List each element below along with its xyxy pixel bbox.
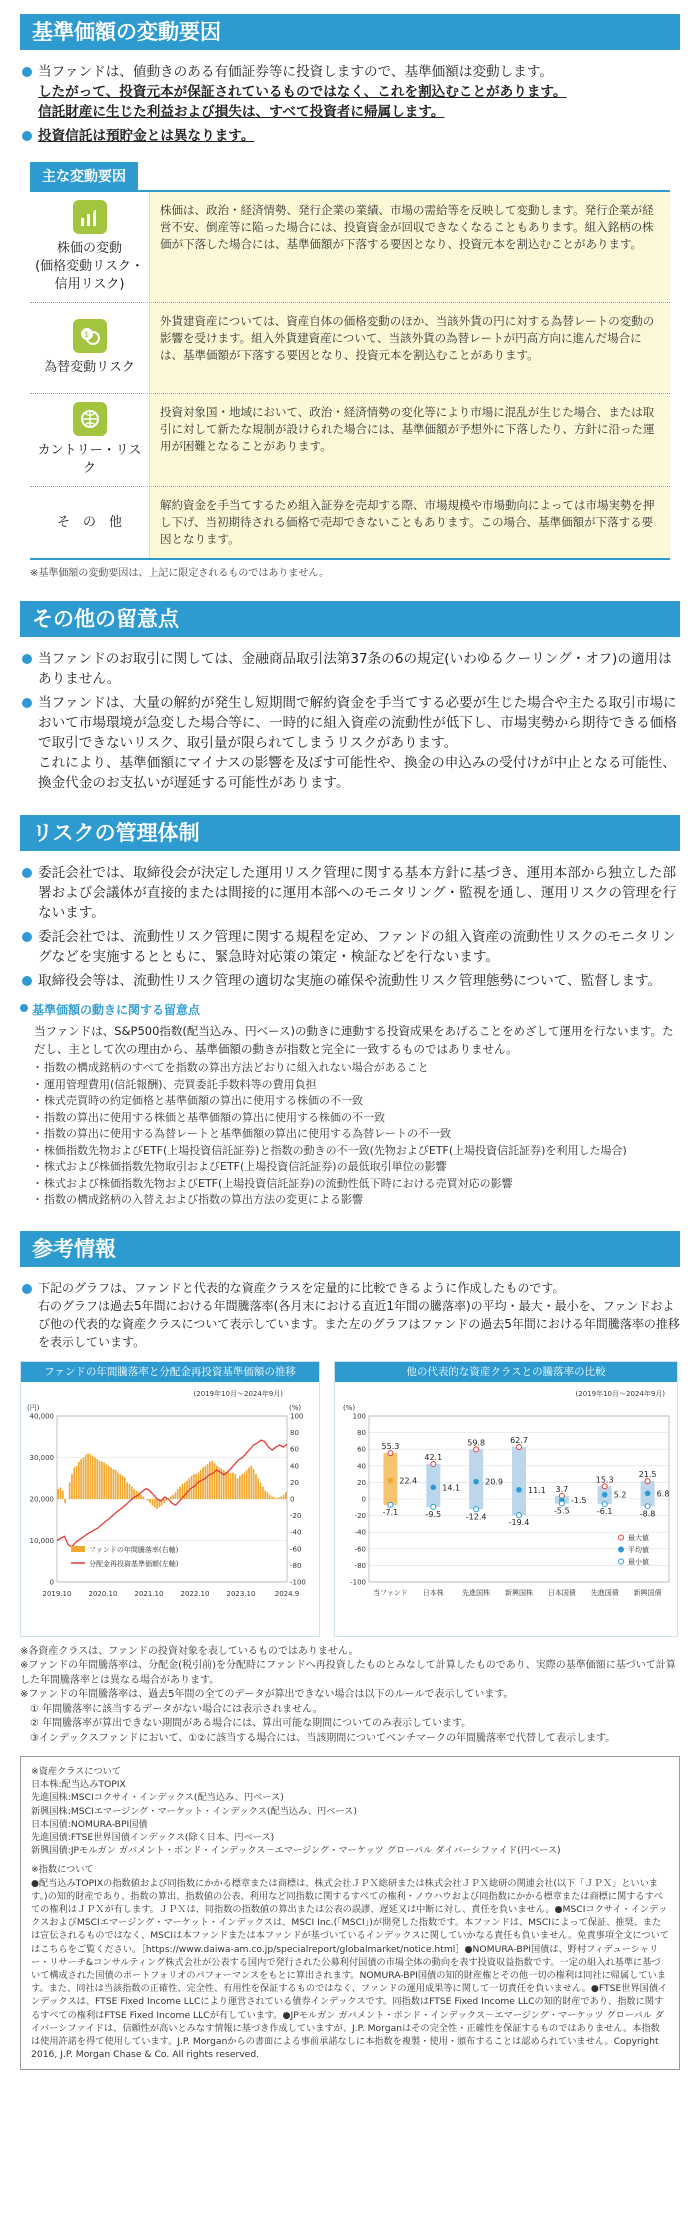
bullet bbox=[20, 1279, 680, 1351]
bar bbox=[140, 1494, 142, 1498]
bar bbox=[251, 1465, 253, 1498]
section-reference bbox=[20, 1231, 680, 2071]
bar bbox=[126, 1482, 128, 1499]
right-chart bbox=[334, 1361, 678, 1637]
bar bbox=[147, 1499, 149, 1501]
chart-period: (2019年10月～2024年9月) bbox=[575, 1389, 665, 1398]
bar bbox=[239, 1475, 241, 1498]
bar bbox=[214, 1463, 216, 1499]
max-point bbox=[602, 1483, 607, 1488]
bar bbox=[264, 1490, 266, 1498]
bar bbox=[228, 1472, 230, 1499]
min-label: -5.5 bbox=[554, 1506, 570, 1516]
bullet bbox=[20, 693, 680, 793]
max-point bbox=[645, 1478, 650, 1483]
bar bbox=[177, 1489, 179, 1499]
legend-marker bbox=[619, 1559, 624, 1564]
category-label: 日本株 bbox=[422, 1588, 444, 1597]
bar bbox=[278, 1497, 280, 1499]
tick-label: 60 bbox=[290, 1445, 299, 1454]
range-bar bbox=[512, 1446, 526, 1514]
bar bbox=[262, 1486, 264, 1498]
box-line: 新興国株:MSCIエマージング・マーケット・インデックス(配当込み、円ベース) bbox=[31, 1805, 357, 1817]
tick-label: -100 bbox=[350, 1578, 366, 1586]
bullet: 当ファンドのお取引に関しては、金融商品取引法第37条の6の規定(いわゆるクーリング・オフ)の適用はありません。 bbox=[20, 649, 680, 689]
x-tick-label: 2021.10 bbox=[134, 1589, 164, 1598]
max-label: 3.7 bbox=[555, 1484, 569, 1494]
avg-label: 22.4 bbox=[399, 1475, 418, 1485]
nav-line bbox=[57, 1440, 287, 1547]
legend-label: 平均値 bbox=[628, 1545, 649, 1554]
tick-label: 40 bbox=[290, 1461, 299, 1470]
tick-label: 80 bbox=[290, 1428, 299, 1437]
tick-label: 40 bbox=[357, 1461, 366, 1470]
bar bbox=[117, 1472, 119, 1499]
bar bbox=[62, 1490, 64, 1498]
section-risk-management bbox=[20, 815, 680, 1209]
bullet-text: 当ファンドは、値動きのある有価証券等に投資しますので、基準価額は変動します。 bbox=[38, 64, 553, 80]
legend-swatch bbox=[71, 1546, 85, 1552]
risk-name: そ の 他 bbox=[56, 514, 122, 530]
avg-point bbox=[388, 1477, 394, 1483]
max-label: 62.7 bbox=[510, 1435, 528, 1445]
min-point bbox=[645, 1503, 650, 1508]
reason-list bbox=[20, 1060, 680, 1209]
min-label: -7.1 bbox=[382, 1507, 399, 1517]
bar bbox=[269, 1494, 271, 1498]
footnote: ※ファンドの年間騰落率は、過去5年間の全てのデータが算出できない場合は以下のルールで表示しています。 bbox=[20, 1689, 514, 1700]
footnotes bbox=[20, 1645, 680, 1747]
bar bbox=[186, 1480, 188, 1498]
bar bbox=[202, 1467, 204, 1499]
bullet: 取締役会等は、流動性リスク管理の適切な実施の確保や流動性リスク管理態勢について、監督します。 bbox=[20, 971, 680, 991]
right-chart-svg bbox=[335, 1382, 677, 1632]
bar bbox=[106, 1464, 108, 1499]
axis-label: (%) bbox=[343, 1403, 356, 1412]
section-title: その他の留意点 bbox=[20, 601, 680, 637]
min-point bbox=[517, 1512, 522, 1517]
left-chart bbox=[20, 1361, 320, 1637]
min-point bbox=[474, 1506, 479, 1511]
list-item: ・ 株式売買時の約定価格と基準価額の算出に使用する株価の不一致 bbox=[34, 1093, 680, 1110]
avg-point bbox=[602, 1491, 608, 1497]
bar bbox=[110, 1467, 112, 1499]
bar bbox=[94, 1457, 96, 1499]
stock-chart-icon bbox=[73, 200, 107, 234]
bar bbox=[83, 1457, 85, 1499]
bar bbox=[170, 1496, 172, 1498]
avg-label: -1.5 bbox=[570, 1495, 587, 1505]
bullet bbox=[20, 62, 680, 122]
bar bbox=[283, 1494, 285, 1498]
bar bbox=[87, 1453, 89, 1499]
risk-table bbox=[30, 190, 670, 560]
bar bbox=[156, 1499, 158, 1509]
tick-label: -20 bbox=[354, 1511, 366, 1520]
bar bbox=[71, 1474, 73, 1499]
avg-point bbox=[430, 1484, 436, 1490]
legend-label: 分配金再投資基準価額(左軸) bbox=[89, 1559, 179, 1568]
legend-label: 最大値 bbox=[628, 1533, 649, 1542]
x-tick-label: 2024.9 bbox=[274, 1589, 300, 1598]
category-label: 先進国債 bbox=[590, 1588, 619, 1597]
risk-name: カントリー・リスク bbox=[37, 443, 142, 476]
list-item: ・ 指数の算出に使用する株価と基準価額の算出に使用する株価の不一致 bbox=[34, 1110, 680, 1127]
bullet bbox=[20, 126, 680, 146]
tick-label: 0 bbox=[361, 1495, 366, 1503]
list-item: ・ 株価指数先物およびETF(上場投資信託証券)と指数の動きの不一致(先物およびETF(上場投資信託証券)を利用した場合) bbox=[34, 1143, 680, 1160]
bar bbox=[149, 1499, 151, 1503]
x-tick-label: 2020.10 bbox=[88, 1589, 118, 1598]
tick-label: 20 bbox=[357, 1478, 366, 1487]
tick-label: 10,000 bbox=[29, 1536, 54, 1545]
bar bbox=[78, 1461, 80, 1498]
risk-text: 株価は、政治・経済情勢、発行企業の業績、市場の需給等を反映して変動します。発行企業が経営不安、倒産等に陥った場合には、投資資金が回収できなくなることもあります。組入銘柄の株価が下落した場合には、基準価額が下落する要因となり、投資元本を割込むことがあります。 bbox=[150, 192, 670, 302]
min-point bbox=[559, 1501, 564, 1506]
min-label: -9.5 bbox=[425, 1509, 442, 1519]
avg-point bbox=[516, 1486, 522, 1492]
category-label: 日本国債 bbox=[547, 1588, 576, 1597]
bar bbox=[122, 1475, 124, 1498]
right-axis-label: (%) bbox=[289, 1403, 302, 1412]
risk-name: 株価の変動 (価格変動リスク・ 信用リスク) bbox=[35, 241, 144, 292]
tick-label: -40 bbox=[290, 1528, 302, 1537]
asset-class-box bbox=[20, 1756, 680, 2070]
risk-row bbox=[30, 394, 670, 487]
bar bbox=[103, 1462, 105, 1499]
bar bbox=[225, 1471, 227, 1498]
footnote: ※ファンドの年間騰落率は、分配金(税引前)を分配時にファンドへ再投資したものとみなして計算したものであり、実際の基準価額に基づいて計算した年間騰落率とは異なる場合があります。 bbox=[20, 1660, 676, 1686]
charts-row bbox=[20, 1361, 680, 1637]
legend-marker bbox=[619, 1535, 624, 1540]
bar bbox=[175, 1492, 177, 1499]
bar bbox=[115, 1469, 117, 1498]
tick-label: -20 bbox=[290, 1511, 302, 1520]
bar bbox=[200, 1469, 202, 1498]
bar bbox=[124, 1477, 126, 1499]
bullet: 委託会社では、流動性リスク管理に関する規程を定め、ファンドの組入資産の流動性リスクのモニタリングなどを実施するとともに、緊急時対応策の策定・検証などを行ないます。 bbox=[20, 927, 680, 967]
sub-title: 基準価額の動きに関する留意点 bbox=[20, 1001, 680, 1018]
bullet: 委託会社では、取締役会が決定した運用リスク管理に関する基本方針に基づき、運用本部から独立した部署および会議体が直接的または間接的に運用本部へのモニタリング・監視を通し、運用リスクの管理を行ないます。 bbox=[20, 863, 680, 923]
avg-label: 5.2 bbox=[613, 1490, 627, 1500]
bar bbox=[76, 1465, 78, 1498]
bar bbox=[60, 1487, 62, 1499]
bar bbox=[253, 1469, 255, 1499]
bar bbox=[99, 1460, 101, 1498]
min-label: -6.1 bbox=[596, 1506, 613, 1516]
box-line: 日本株:配当込みTOPIX bbox=[31, 1779, 126, 1791]
tick-label: -40 bbox=[354, 1528, 366, 1537]
max-label: 55.3 bbox=[381, 1441, 400, 1451]
risk-name: 為替変動リスク bbox=[44, 360, 135, 375]
x-tick-label: 2023.10 bbox=[226, 1589, 256, 1598]
bar bbox=[198, 1472, 200, 1499]
legend-label: 最小値 bbox=[628, 1557, 649, 1566]
section-other-notes bbox=[20, 601, 680, 793]
list-item: ・ 指数の算出に使用する為替レートと基準価額の算出に使用する為替レートの不一致 bbox=[34, 1126, 680, 1143]
bar bbox=[108, 1465, 110, 1498]
tick-label: -60 bbox=[354, 1544, 366, 1553]
tick-label: -100 bbox=[290, 1578, 306, 1586]
bar bbox=[260, 1482, 262, 1499]
svg-text:¥: ¥ bbox=[90, 207, 95, 215]
bar bbox=[246, 1469, 248, 1498]
left-axis-label: (円) bbox=[27, 1403, 40, 1412]
max-label: 42.1 bbox=[424, 1452, 443, 1462]
avg-point bbox=[473, 1478, 479, 1484]
bar bbox=[276, 1498, 278, 1499]
bar bbox=[234, 1474, 236, 1499]
avg-label: 11.1 bbox=[528, 1485, 546, 1495]
bar bbox=[154, 1499, 156, 1507]
svg-text:$: $ bbox=[83, 330, 89, 339]
risk-row bbox=[30, 192, 670, 303]
bar bbox=[271, 1496, 273, 1498]
bullet-emphasis: したがって、投資元本が保証されているものではなく、これを割込むことがあります。 bbox=[38, 84, 567, 100]
category-label: 新興国債 bbox=[633, 1588, 662, 1597]
min-label: -19.4 bbox=[508, 1517, 530, 1527]
bullet-text: これにより、基準価額にマイナスの影響を及ぼす可能性や、換金の申込みの受付けが中止となる可能性、換金代金のお支払いが遅延する可能性があります。 bbox=[38, 755, 676, 791]
box-line: 日本国債:NOMURA-BPI国債 bbox=[31, 1818, 148, 1830]
bar bbox=[92, 1455, 94, 1498]
tick-label: -80 bbox=[354, 1561, 366, 1570]
footnote: ③インデックスファンドにおいて、①②に該当する場合には、当該期間についてベンチマークの年間騰落率で代替して表示します。 bbox=[30, 1732, 616, 1744]
bullet-text: 下記のグラフは、ファンドと代表的な資産クラスを定量的に比較できるように作成したものです。 bbox=[38, 1280, 565, 1295]
bar bbox=[244, 1472, 246, 1499]
footnote: ※各資産クラスは、ファンドの投資対象を表しているものではありません。 bbox=[20, 1645, 359, 1657]
bar bbox=[257, 1478, 259, 1499]
risk-row bbox=[30, 487, 670, 560]
tick-label: -60 bbox=[290, 1544, 302, 1553]
tick-label: 30,000 bbox=[29, 1453, 54, 1462]
bar bbox=[90, 1454, 92, 1499]
bar bbox=[165, 1499, 167, 1501]
box-head: ※指数について bbox=[31, 1864, 94, 1876]
list-item: ・ 指数の構成銘柄の入替えおよび指数の算出方法の変更による影響 bbox=[34, 1192, 680, 1209]
chart-title: ファンドの年間騰落率と分配金再投資基準価額の推移 bbox=[21, 1362, 319, 1382]
category-label: 先進国株 bbox=[462, 1588, 491, 1597]
x-tick-label: 2019.10 bbox=[42, 1589, 72, 1598]
bar bbox=[274, 1497, 276, 1499]
bar bbox=[101, 1461, 103, 1498]
bar bbox=[230, 1473, 232, 1499]
avg-label: 20.9 bbox=[485, 1477, 503, 1487]
category-label: 当ファンド bbox=[372, 1588, 408, 1597]
box-body: ●配当込みTOPIXの指数値および同指数にかかる標章または商標は、株式会社ＪＰＸ総研または株式会社ＪＰＸ総研の関連会社(以下「ＪＰＸ」といいます。)の知的財産であり、指数の算出、指数値の公表、利用など同指数に関するすべての権利・ノウハウおよび同指数にかかる標章または商標に関するすべての権利はＪＰＸが有します。ＪＰＸは、同指数の指数値の算出または公表の誤謬、遅延又は中断に対し、責任を負いません。●MSCIコクサイ・インデックスおよびMSCIエマージング・マーケット・インデックスは、MSCI Inc.(「MSCI」)が開発した指数です。本ファンドは、MSCIによって保証、推奨、または宣伝されるものではなく、MSCIは本ファンドまたは本ファンドが基づいているインデックスに関していかなる責任も負いません。免責事項全文についてはこちらをご覧ください。［https://www.daiwa-am.co.jp/specialreport/globalmarket/notice.html］●NOMURA-BPI国債は、野村フィデューシャリー・リサーチ&コンサルティング株式会社が公表する国内で発行された公募利付国債の市場全体の動向を表す投資収益指数です。一定の組入れ基準に基づいて構成された国債のポートフォリオのパフォーマンスをもとに算出されます。NOMURA-BPI国債の知的財産権とその他一切の権利は同社に帰属しています。また、同社は当該指数の正確性、完全性、有用性を保証するものではなく、ファンドの運用成果等に関して一切責任を負いません。●FTSE世界国債インデックスは、FTSE Fixed Income LLCにより運営されている債券インデックスです。同指数はFTSE Fixed Income LLCの知的財産であり、指数に関するすべての権利はFTSE Fixed Income LLCが有しています。●JPモルガン ガバメント・ボンド・インデックス－エマージング・マーケッツ グローバル ダイバーシファイドは、信頼性が高いとみなす情報に基づき作成していますが、J.P. Morganはその完全性・正確性を保証するものではありません。本指数は使用許諾を得て使用しています。J.P. Morganからの書面による事前承諾なしに本指数を複製・使用・頒布することは認められていません。Copyright 2016, J.P. Morgan Chase & Co. All rights reserved. bbox=[31, 1877, 669, 2061]
min-point bbox=[388, 1502, 393, 1507]
bar bbox=[255, 1474, 257, 1499]
section-title: 参考情報 bbox=[20, 1231, 680, 1267]
bar bbox=[209, 1461, 211, 1498]
tick-label: -80 bbox=[290, 1561, 302, 1570]
bar bbox=[280, 1496, 282, 1498]
tick-label: 40,000 bbox=[29, 1412, 54, 1420]
max-point bbox=[474, 1446, 479, 1451]
bullet-text: 当ファンドは、大量の解約が発生し短期間で解約資金を手当てする必要が生じた場合や主たる取引市場において市場環境が急変した場合等に、一時的に組入資産の流動性が低下し、市場実勢から期待できる価格で取引できないリスク、取引量が限られてしまうリスクがあります。 bbox=[38, 695, 677, 751]
list-item: ・ 運用管理費用(信託報酬)、売買委託手数料等の費用負担 bbox=[34, 1077, 680, 1094]
section-nav-fluctuation bbox=[20, 14, 680, 579]
risk-text: 外貨建資産については、資産自体の価格変動のほか、当該外貨の円に対する為替レートの変動の影響を受けます。組入外貨建資産について、当該外貨の為替レートが円高方向に進んだ場合には、基準価額が下落する要因となり、投資元本を割込むことがあります。 bbox=[150, 303, 670, 393]
risk-text: 解約資金を手当てするため組入証券を売却する際、市場規模や市場動向によっては市場実勢を押し下げ、当初期待される価格で売却できないこともあります。この場合、基準価額が下落する要因となります。 bbox=[150, 487, 670, 558]
min-point bbox=[602, 1501, 607, 1506]
bar bbox=[119, 1474, 121, 1499]
max-label: 59.8 bbox=[467, 1437, 486, 1447]
max-label: 15.3 bbox=[595, 1474, 614, 1484]
max-point bbox=[388, 1450, 393, 1455]
risk-text: 投資対象国・地域において、政治・経済情勢の変化等により市場に混乱が生じた場合、または取引に対して新たな規制が設けられた場合には、基準価額が予想外に下落したり、方針に沿った運用が困難となることがあります。 bbox=[150, 394, 670, 486]
x-tick-label: 2022.10 bbox=[180, 1589, 210, 1598]
tick-label: 0 bbox=[49, 1578, 54, 1586]
legend-marker bbox=[619, 1547, 624, 1552]
footnote: ② 年間騰落率が算出できない期間がある場合には、算出可能な期間についてのみ表示しています。 bbox=[30, 1718, 472, 1729]
max-point bbox=[431, 1461, 436, 1466]
max-label: 21.5 bbox=[638, 1469, 657, 1479]
bar bbox=[248, 1467, 250, 1499]
bar bbox=[285, 1492, 287, 1499]
bar bbox=[129, 1484, 131, 1499]
bar bbox=[179, 1486, 181, 1498]
avg-point bbox=[645, 1490, 651, 1496]
bar bbox=[57, 1489, 59, 1499]
tick-label: 80 bbox=[357, 1428, 366, 1437]
bar bbox=[64, 1499, 66, 1503]
chart-period: (2019年10月～2024年9月) bbox=[193, 1389, 283, 1398]
footnote: ① 年間騰落率に該当するデータがない場合には表示されません。 bbox=[30, 1703, 323, 1715]
min-label: -8.8 bbox=[639, 1508, 656, 1518]
bar bbox=[131, 1486, 133, 1498]
bar bbox=[96, 1459, 98, 1499]
bullet-emphasis: 投資信託は預貯金とは異なります。 bbox=[38, 128, 255, 144]
globe-icon bbox=[73, 402, 107, 436]
risk-table-head: 主な変動要因 bbox=[30, 162, 138, 190]
box-line: 先進国株:MSCIコクサイ・インデックス(配当込み、円ベース) bbox=[31, 1792, 284, 1804]
avg-label: 6.8 bbox=[656, 1488, 670, 1498]
box-line: 先進国債:FTSE世界国債インデックス(除く日本、円ベース) bbox=[31, 1832, 275, 1844]
tick-label: 20 bbox=[290, 1478, 299, 1487]
left-chart-svg bbox=[21, 1382, 319, 1632]
bar bbox=[241, 1474, 243, 1499]
bar bbox=[172, 1494, 174, 1498]
chart-title: 他の代表的な資産クラスとの騰落率の比較 bbox=[335, 1362, 677, 1382]
legend-label: ファンドの年間騰落率(右軸) bbox=[89, 1545, 179, 1554]
category-label: 新興国株 bbox=[505, 1588, 533, 1597]
bar bbox=[211, 1460, 213, 1498]
bar bbox=[136, 1490, 138, 1498]
bar bbox=[85, 1455, 87, 1499]
bar bbox=[152, 1499, 154, 1506]
list-item: ・ 株式および株価指数先物取引およびETF(上場投資信託証券)の最低取引単位の影響 bbox=[34, 1159, 680, 1176]
bar bbox=[142, 1496, 144, 1498]
bar bbox=[232, 1472, 234, 1499]
tick-label: 100 bbox=[290, 1412, 304, 1420]
tick-label: 0 bbox=[290, 1495, 295, 1503]
bullet-emphasis: 信託財産に生じた利益および損失は、すべて投資者に帰属します。 bbox=[38, 104, 445, 120]
box-line: 新興国債:JPモルガン ガバメント・ボンド・インデックス－エマージング・マーケッツ グローバル ダイバーシファイド(円ベース) bbox=[31, 1845, 561, 1857]
tick-label: 20,000 bbox=[29, 1495, 54, 1503]
tick-label: 100 bbox=[352, 1412, 366, 1420]
tick-label: 60 bbox=[357, 1445, 366, 1454]
bar bbox=[69, 1482, 71, 1499]
bar bbox=[73, 1467, 75, 1499]
sub-text: 当ファンドは、S&P500指数(配当込み、円ベース)の動きに連動する投資成果をあげることをめざして運用を行ないます。ただし、主として次の理由から、基準価額の動きが指数と完全に一致するものではありません。 bbox=[34, 1024, 674, 1056]
max-point bbox=[517, 1444, 522, 1449]
bar bbox=[195, 1474, 197, 1499]
risk-note: ※基準価額の変動要因は、上記に限定されるものではありません。 bbox=[30, 568, 329, 579]
bar bbox=[207, 1464, 209, 1499]
min-point bbox=[431, 1504, 436, 1509]
section-title: リスクの管理体制 bbox=[20, 815, 680, 851]
bar bbox=[113, 1469, 115, 1499]
section-title: 基準価額の変動要因 bbox=[20, 14, 680, 50]
avg-label: 14.1 bbox=[442, 1482, 461, 1492]
bar bbox=[267, 1492, 269, 1499]
currency-icon bbox=[73, 319, 107, 353]
bar bbox=[205, 1465, 207, 1498]
list-item: ・ 指数の構成銘柄のすべてを指数の算出方法どおりに組入れない場合があること bbox=[34, 1060, 680, 1077]
bar bbox=[237, 1478, 239, 1499]
risk-row bbox=[30, 303, 670, 394]
bar bbox=[163, 1499, 165, 1503]
min-label: -12.4 bbox=[465, 1511, 487, 1521]
bar bbox=[80, 1459, 82, 1499]
bullet-text: 右のグラフは過去5年間における年間騰落率(各月末における直近1年間の騰落率)の平均・最大・最小を、ファンドおよび他の代表的な資産クラスについて表示しています。また左のグラフはファンドの過去5年間における年間騰落率の推移を表示しています。 bbox=[38, 1298, 680, 1349]
box-head: ※資産クラスについて bbox=[31, 1766, 121, 1777]
list-item: ・ 株式および株価指数先物およびETF(上場投資信託証券)の流動性低下時における売買対応の影響 bbox=[34, 1176, 680, 1193]
